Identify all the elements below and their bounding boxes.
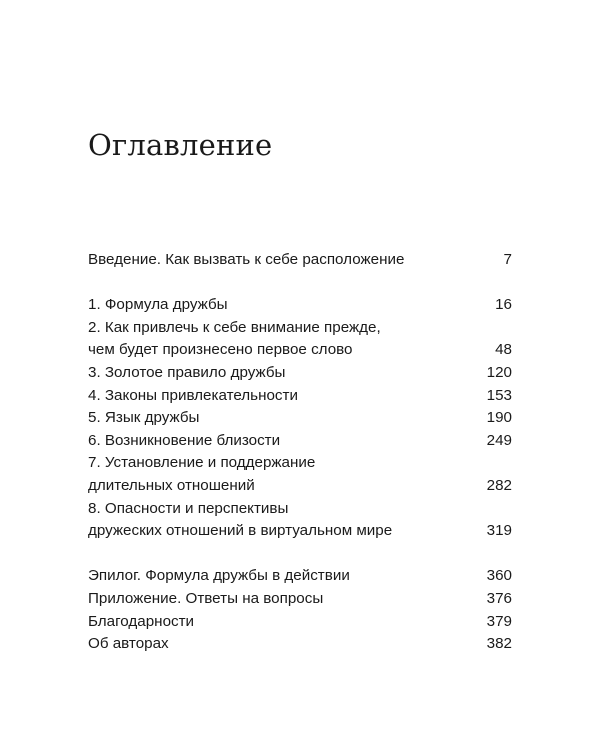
page-title: Оглавление (88, 128, 273, 162)
toc-entry-title-line: Введение. Как вызвать к себе расположение (88, 251, 405, 268)
toc-entry-title (88, 611, 487, 634)
toc-entry-title (88, 294, 495, 317)
toc-entry-title-line: 3. Золотое правило дружбы (88, 363, 286, 381)
toc-entry-chapter-3[interactable] (88, 362, 512, 385)
toc-entry-title-line: чем будет произнесено первое слово (88, 341, 353, 359)
toc-entry-chapter-6[interactable] (88, 430, 512, 453)
toc-entry-page-number: 379 (486, 612, 512, 630)
toc-entry-page-number: 153 (486, 386, 512, 404)
table-of-contents (88, 249, 512, 656)
toc-entry-title-line: Об авторах (88, 635, 169, 653)
toc-entry-title-line: 8. Опасности и перспективы (88, 499, 289, 517)
toc-entry-page-number: 376 (486, 589, 512, 607)
toc-entry-acknowledgements[interactable] (88, 611, 512, 634)
toc-entry-title-line: 1. Формула дружбы (88, 296, 228, 314)
toc-entry-title (88, 407, 487, 430)
toc-entry-page-number: 190 (486, 409, 512, 427)
toc-entry-title-line: 6. Возникновение близости (88, 431, 281, 449)
toc-entry-title-line: 7. Установление и поддержание (88, 454, 316, 472)
toc-entry-title-line: Благодарности (88, 612, 195, 630)
toc-entry-page-number: 319 (486, 522, 512, 540)
toc-entry-title (88, 385, 487, 408)
toc-entry-title-line: дружеских отношений в виртуальном мире (88, 522, 393, 540)
toc-entry-chapter-1[interactable] (88, 294, 512, 317)
toc-group-back (88, 565, 512, 655)
toc-entry-title-line: 2. Как привлечь к себе внимание прежде, (88, 318, 381, 336)
toc-entry-page-number: 249 (486, 431, 512, 449)
toc-entry-title (88, 498, 487, 543)
toc-entry-chapter-5[interactable] (88, 407, 512, 430)
toc-entry-page-number: 48 (495, 341, 512, 359)
toc-group-front (88, 249, 512, 272)
toc-entry-chapter-4[interactable] (88, 385, 512, 408)
toc-entry-title (88, 317, 495, 362)
toc-entry-title-line: Приложение. Ответы на вопросы (88, 589, 324, 607)
toc-entry-chapter-8[interactable] (88, 498, 512, 543)
toc-group-chapters (88, 294, 512, 543)
toc-entry-chapter-7[interactable] (88, 452, 512, 497)
toc-entry-title-line: 4. Законы привлекательности (88, 386, 298, 404)
toc-entry-chapter-2[interactable] (88, 317, 512, 362)
toc-entry-title (88, 565, 487, 588)
toc-entry-title (88, 249, 504, 272)
toc-entry-title (88, 588, 487, 611)
toc-entry-page-number: 16 (495, 296, 512, 314)
toc-entry-page-number: 382 (486, 635, 512, 653)
toc-entry-introduction[interactable] (88, 249, 512, 272)
toc-entry-epilogue[interactable] (88, 565, 512, 588)
toc-entry-title (88, 452, 487, 497)
toc-entry-appendix[interactable] (88, 588, 512, 611)
toc-entry-page-number: 7 (503, 251, 512, 268)
toc-entry-title-line: длительных отношений (88, 476, 255, 494)
toc-entry-title (88, 362, 487, 385)
toc-entry-title-line: Эпилог. Формула дружбы в действии (88, 567, 350, 585)
toc-entry-page-number: 360 (486, 567, 512, 585)
toc-entry-page-number: 120 (486, 363, 512, 381)
toc-entry-title (88, 430, 487, 453)
toc-entry-title-line: 5. Язык дружбы (88, 409, 200, 427)
toc-entry-title (88, 633, 487, 656)
toc-entry-about-authors[interactable] (88, 633, 512, 656)
toc-entry-page-number: 282 (486, 476, 512, 494)
